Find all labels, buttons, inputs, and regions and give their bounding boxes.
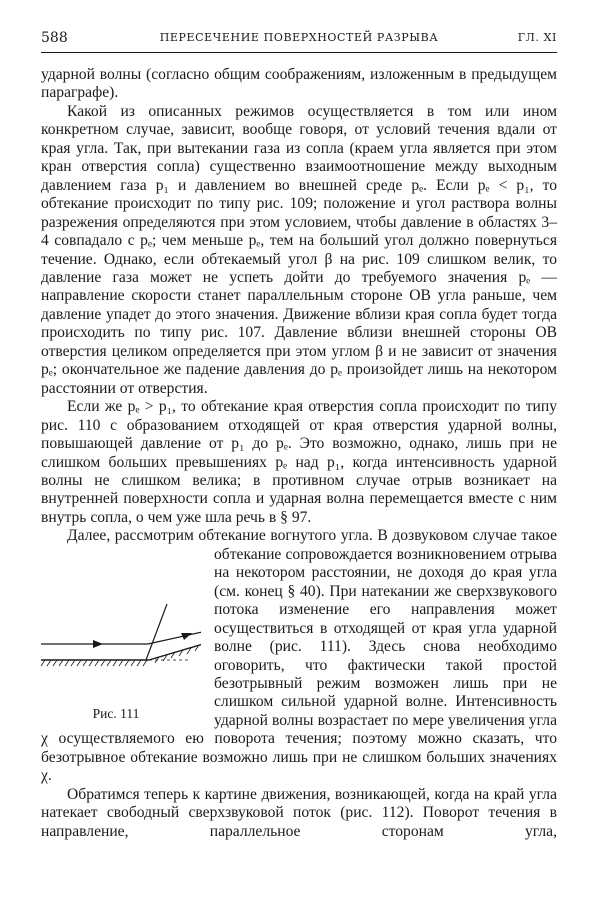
- running-title: ПЕРЕСЕЧЕНИЕ ПОВЕРХНОСТЕЙ РАЗРЫВА: [159, 31, 439, 44]
- header-rule: [41, 52, 557, 53]
- wall-hatching: [41, 645, 199, 666]
- figure-111: [41, 604, 211, 734]
- figure-111-drawing: [41, 604, 201, 684]
- figure-caption: Рис. 111: [92, 706, 140, 721]
- paragraph-1: ударной волны (согласно общим соображениям, изложенным в предыдущем параграфе).: [41, 66, 557, 102]
- paragraph-4: Далее, рассмотрим обтекание вогнутого угла. В дозвуковом случае такое обтекание сопровождается возникновением отрыва: [67, 527, 557, 563]
- chapter-label: ГЛ. XI: [517, 31, 557, 44]
- running-header: [41, 30, 557, 48]
- deflected-flow-arrow: [181, 633, 192, 640]
- shock-wave-line: [146, 604, 167, 660]
- paragraph-2: Какой из описанных режимов осуществляется в том или ином конкретном случае, зависит, вообще говоря, от условий течения вдали от края угла. Так, при вытекании газа из сопла (краем угла является при этом кран отверстия сопла) существенно взаимоотношение между выходным давлением газа p₁ и давлением во внешней среде pₑ. Если pₑ < p₁, то обтекание происходит по типу рис. 109; положение и угол раствора волны разрежения определяются при этом условием, чтобы давление в областях 3–4 совпадало с pₑ; чем меньше pₑ, тем на больший угол должно повернуться течение. Однако, если обтекаемый угол β на рис. 109 слишком велик, то давление газа может не успеть дойти до требуемого значения pₑ — направление скорости станет параллельным стороне OB угла раньше, чем давление упадет до этого значения. Движение вблизи края сопла будет тогда происходить по типу рис. 107. Давление вблизи внешней стороны OB отверстия целиком определяется при этом углом β и не зависит от значения pₑ; окончательное же падение давления до pₑ произойдет лишь на некотором расстоянии от отверстия.: [41, 102, 557, 397]
- paragraph-5: Обратимся теперь к картине движения, возникающей, когда на край угла натекает свободный сверхзвуковой поток (рис. 112). Поворот течения в направление, параллельное сторонам угла,: [41, 785, 557, 840]
- incident-flow-arrow: [93, 640, 103, 648]
- paragraph-3: Если же pₑ > p₁, то обтекание края отверстия сопла происходит по типу рис. 110 с образованием отходящей от края отверстия ударной волны, повышающей давление от p₁ до pₑ. Это возможно, однако, лишь при не слишком больших превышениях pₑ над p₁, когда интенсивность ударной волны не слишком велика; в противном случае отрыв возникает на внутренней поверхности сопла и ударная волна перемещается вместе с ним внутрь сопла, о чем уже шла речь в § 97.: [41, 398, 557, 526]
- page-number: 588: [41, 30, 68, 46]
- paragraph-4-continued: на некотором расстоянии, не доходя до края угла (см. конец § 40). При натекании же сверхзвукового потока изменение его направления может осуществиться в отходящей от края угла ударной волне (рис. 111). Здесь снова необходимо оговорить, что фактически такой простой безотрывный режим возможен лишь при не слишком сильной ударной волне. Интенсивность ударной волны возрастает по мере увеличения угла χ осуществляемого ею поворота течения; поэтому можно сказать, что безотрывное обтекание возможно лишь при не слишком больших значениях χ.: [41, 564, 557, 785]
